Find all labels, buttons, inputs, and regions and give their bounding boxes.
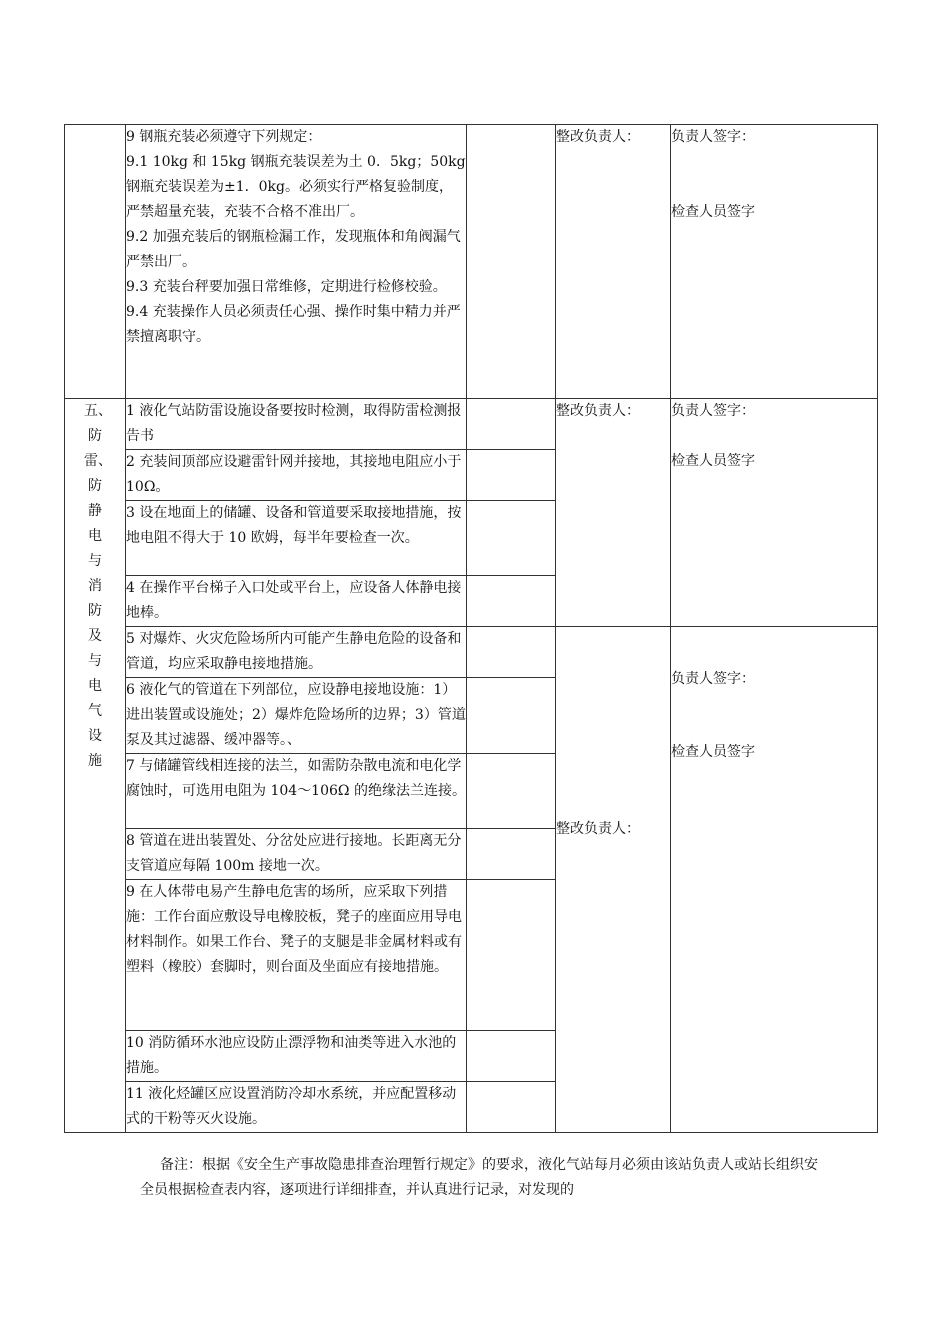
category-cell-empty bbox=[65, 125, 126, 399]
inspector-signature-label: 检查人员签字 bbox=[671, 744, 755, 760]
check-item: 3 设在地面上的储罐、设备和管道要采取接地措施，按地电阻不得大于 10 欧姆，每半年要检查一次。 bbox=[126, 501, 467, 576]
signature-cell bbox=[671, 627, 878, 1133]
check-item: 11 液化烃罐区应设置消防冷却水系统，并应配置移动式的干粉等灭火设施。 bbox=[126, 1082, 467, 1133]
check-item: 7 与储罐管线相连接的法兰，如需防杂散电流和电化学腐蚀时，可选用电阻为 104～106Ω 的绝缘法兰连接。 bbox=[126, 754, 467, 829]
rectify-cell bbox=[556, 399, 671, 627]
item-text: 9.3 充装台秤要加强日常维修，定期进行检修校验。 bbox=[126, 279, 447, 295]
rectify-cell bbox=[556, 627, 671, 1133]
result-cell[interactable] bbox=[467, 627, 556, 678]
inspector-signature-label: 检查人员签字 bbox=[671, 204, 755, 220]
table-row bbox=[65, 125, 878, 399]
check-item: 4 在操作平台梯子入口处或平台上，应设备人体静电接地棒。 bbox=[126, 576, 467, 627]
inspection-table-sheet bbox=[64, 124, 877, 1133]
item-text: 9.4 充装操作人员必须责任心强、操作时集中精力并严禁擅离职守。 bbox=[126, 304, 461, 345]
item-text: 9.1 10kg 和 15kg 钢瓶充装误差为土 0．5kg；50kg 钢瓶充装误差为±1．0kg。必须实行严格复验制度，严禁超量充装，充装不合格不准出厂。 bbox=[126, 154, 466, 220]
result-cell[interactable] bbox=[467, 576, 556, 627]
result-cell[interactable] bbox=[467, 1031, 556, 1082]
result-cell[interactable] bbox=[467, 450, 556, 501]
result-cell[interactable] bbox=[467, 880, 556, 1031]
inspector-signature-label: 检查人员签字 bbox=[671, 453, 755, 469]
responsible-signature-label: 负责人签字： bbox=[671, 671, 755, 687]
table-row bbox=[65, 627, 878, 678]
result-cell[interactable] bbox=[467, 678, 556, 754]
check-item-9 bbox=[126, 125, 467, 399]
check-item: 6 液化气的管道在下列部位，应设静电接地设施：1）进出装置或设施处；2）爆炸危险场所的边界；3）管道泵及其过滤器、缓冲器等。、 bbox=[126, 678, 467, 754]
item-text: 9 钢瓶充装必须遵守下列规定： bbox=[126, 129, 322, 145]
check-item: 10 消防循环水池应设防止漂浮物和油类等进入水池的措施。 bbox=[126, 1031, 467, 1082]
rectify-label: 整改负责人： bbox=[556, 129, 640, 145]
rectify-cell bbox=[556, 125, 671, 399]
signature-cell bbox=[671, 125, 878, 399]
signature-cell bbox=[671, 399, 878, 627]
table-row bbox=[65, 399, 878, 450]
result-cell[interactable] bbox=[467, 1082, 556, 1133]
footnote-remark: 备注：根据《安全生产事故隐患排查治理暂行规定》的要求，液化气站每月必须由该站负责人或站长组织安全员根据检查表内容，逐项进行详细排查，并认真进行记录，对发现的 bbox=[140, 1157, 818, 1198]
check-item: 5 对爆炸、火灾危险场所内可能产生静电危险的设备和管道，均应采取静电接地措施。 bbox=[126, 627, 467, 678]
result-cell[interactable] bbox=[467, 125, 556, 399]
check-item: 1 液化气站防雷设施设备要按时检测，取得防雷检测报告书 bbox=[126, 399, 467, 450]
check-item: 8 管道在进出装置处、分岔处应进行接地。长距离无分支管道应每隔 100m 接地一次。 bbox=[126, 829, 467, 880]
item-text: 9.2 加强充装后的钢瓶检漏工作，发现瓶体和角阀漏气严禁出厂。 bbox=[126, 229, 461, 270]
check-item: 2 充装间顶部应设避雷针网并接地，其接地电阻应小于 10Ω。 bbox=[126, 450, 467, 501]
category-label: 五、防雷、防静电与消防及与电气设施 bbox=[84, 403, 112, 769]
check-item: 9 在人体带电易产生静电危害的场所，应采取下列措施：工作台面应敷设导电橡胶板，凳子的座面应用导电材料制作。如果工作台、凳子的支腿是非金属材料或有塑料（橡胶）套脚时，则台面及坐面应有接地措施。 bbox=[126, 880, 467, 1031]
responsible-signature-label: 负责人签字： bbox=[671, 403, 755, 419]
result-cell[interactable] bbox=[467, 399, 556, 450]
rectify-label: 整改负责人： bbox=[556, 403, 640, 419]
result-cell[interactable] bbox=[467, 829, 556, 880]
rectify-label: 整改负责人： bbox=[556, 821, 640, 837]
result-cell[interactable] bbox=[467, 754, 556, 829]
result-cell[interactable] bbox=[467, 501, 556, 576]
inspection-table bbox=[64, 124, 878, 1133]
responsible-signature-label: 负责人签字： bbox=[671, 129, 755, 145]
category-cell bbox=[65, 399, 126, 1133]
